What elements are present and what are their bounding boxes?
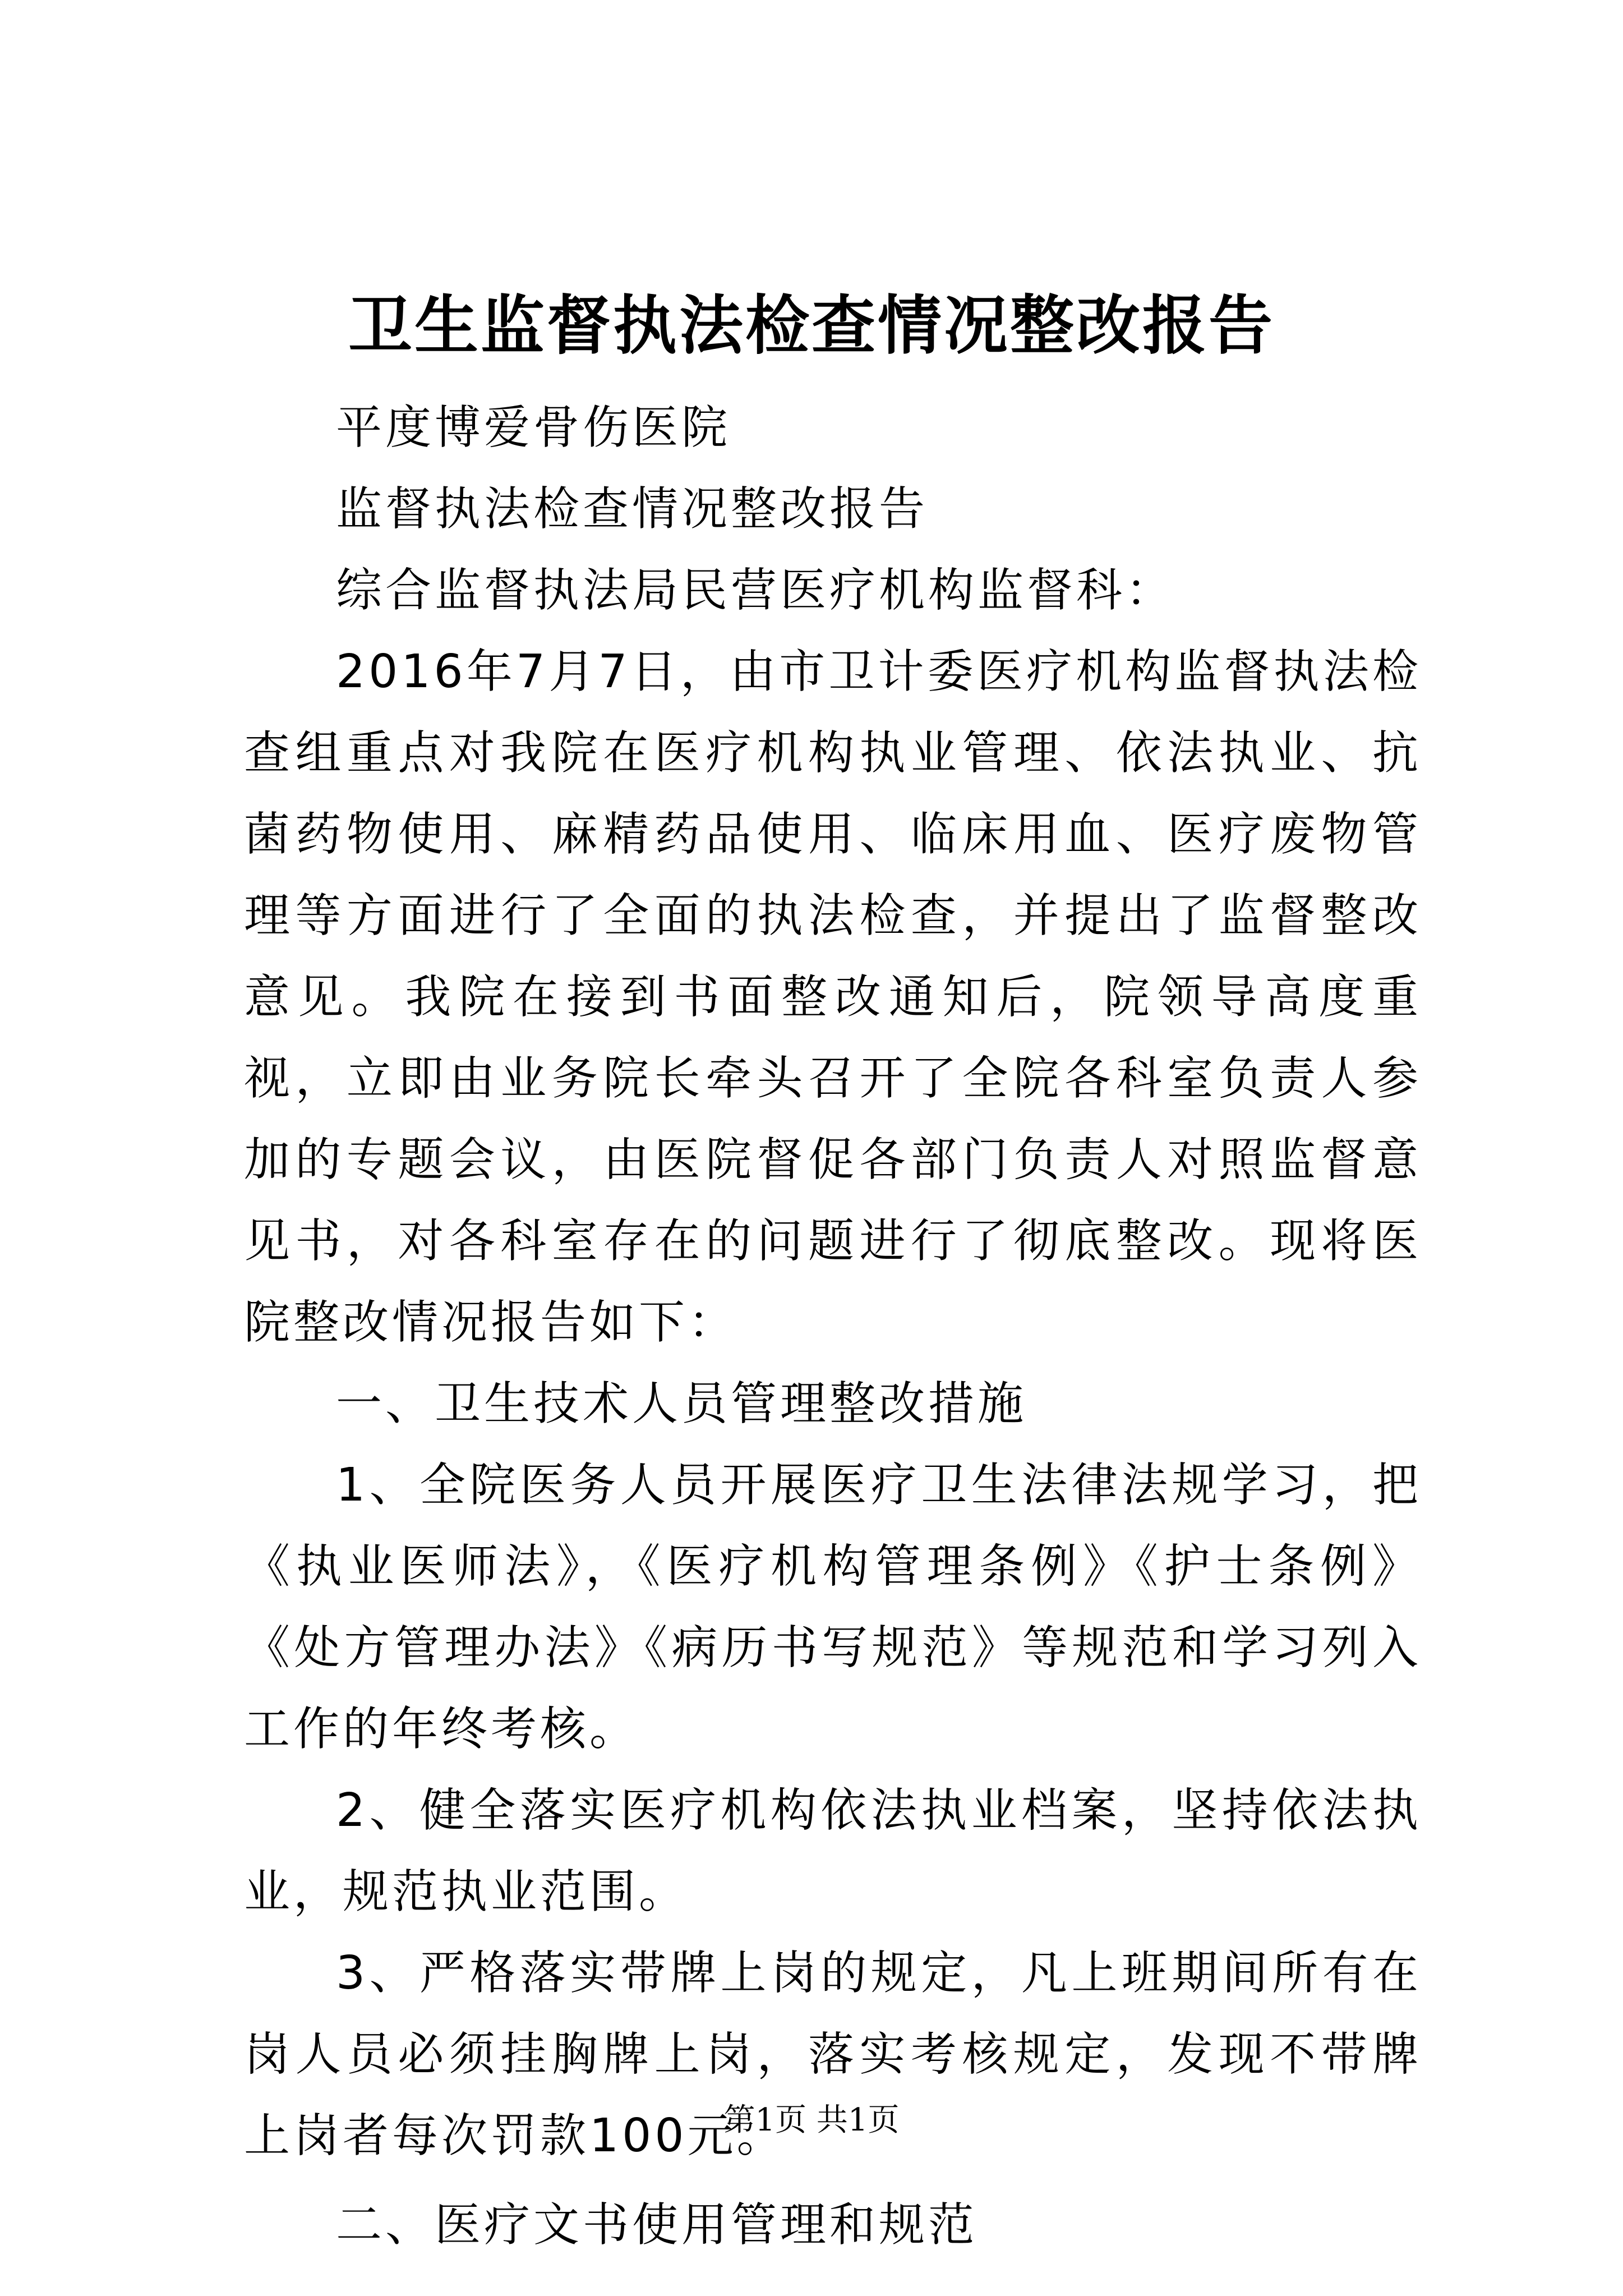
document-title: 卫生监督执法检查情况整改报告	[348, 288, 1275, 363]
hospital-name: 平度博爱骨伤医院	[336, 401, 731, 454]
addressee: 综合监督执法局民营医疗机构监督科：	[336, 564, 1175, 617]
document-body	[244, 387, 1422, 2266]
measure-item-1: 1、全院医务人员开展医疗卫生法律法规学习，把《执业医师法》，《医疗机构管理条例》《护士条例》《处方管理办法》《病历书写规范》等规范和学习列入工作的年终考核。	[244, 1458, 1422, 1756]
measure-item-2: 2、健全落实医疗机构依法执业档案，坚持依法执业，规范执业范围。	[244, 1784, 1422, 1918]
report-subtitle: 监督执法检查情况整改报告	[336, 482, 929, 536]
intro-paragraph: 2016年7月7日，由市卫计委医疗机构监督执法检查组重点对我院在医疗机构执业管理、依法执业、抗菌药物使用、麻精药品使用、临床用血、医疗废物管理等方面进行了全面的执法检查，并提出了监督整改意见。我院在接到书面整改通知后，院领导高度重视，立即由业务院长牵头召开了全院各科室负责人参加的专题会议，由医院督促各部门负责人对照监督意见书，对各科室存在的问题进行了彻底整改。现将医院整改情况报告如下：	[244, 645, 1422, 1349]
section-heading-2: 二、医疗文书使用管理和规范	[336, 2198, 978, 2252]
measure-item-3: 3、严格落实带牌上岗的规定，凡上班期间所有在岗人员必须挂胸牌上岗，落实考核规定，发现不带牌上岗者每次罚款100元。	[244, 1947, 1422, 2162]
section-heading-1: 一、卫生技术人员管理整改措施	[336, 1377, 1027, 1430]
page-footer: 第1页 共1页	[723, 2102, 900, 2138]
